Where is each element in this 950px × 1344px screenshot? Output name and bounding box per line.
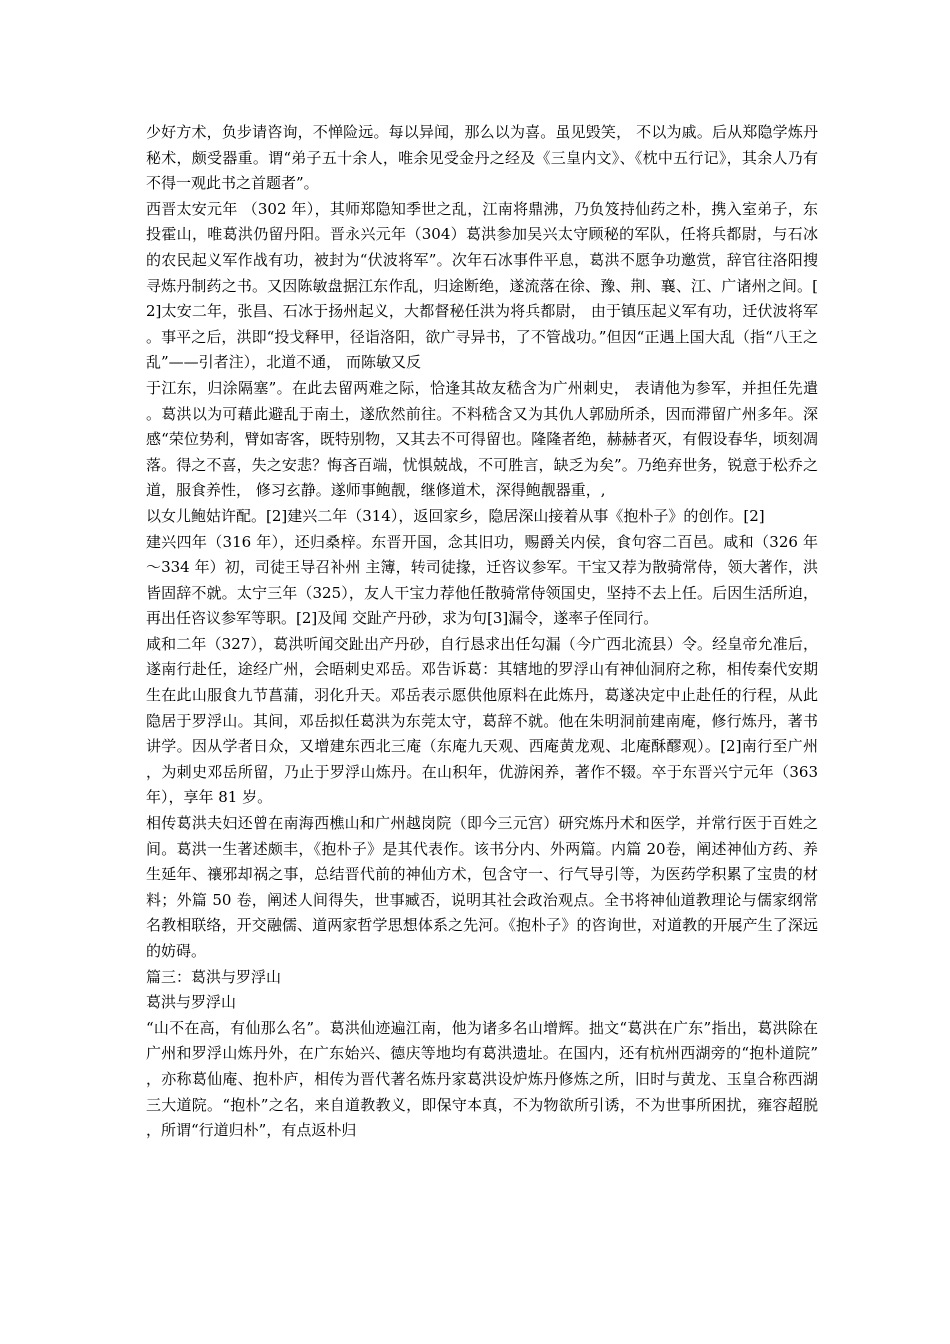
section-heading: 篇三：葛洪与罗浮山 bbox=[146, 967, 282, 986]
paragraph-2: 西晋太安元年 （302 年），其师郑隐知季世之乱，江南将鼎沸，乃负笈持仙药之朴，携入室弟子，东投霍山，唯葛洪仍留丹阳。晋永兴元年（304）葛洪参加吴兴太守顾秘的军队，任将兵都尉，与石冰的农民起义军作战有功，被封为“伏波将军”。次年石冰事件平息，葛洪不愿争功邀赏，辞官往洛阳搜寻炼丹制药之书。又因陈敏盘据江东作乱，归途断绝，遂流落在徐、豫、荆、襄、江、广诸州之间。[2]太安二年，张昌、石冰于扬州起义，大都督秘任洪为将兵都尉， 由于镇压起义军有功，迁伏波将军。事平之后，洪即“投戈释甲，径诣洛阳，欲广寻异书，了不管战功。”但因“正遇上国大乱（指“八王之乱”——引者注），北道不通， 而陈敏又反 bbox=[146, 199, 818, 372]
paragraph-5: 建兴四年（316 年），还归桑梓。东晋开国，念其旧功，赐爵关内侯，食句容二百邑。咸和（326 年～334 年）初，司徒王导召补州 主簿，转司徒掾，迁咨议参军。干宝又荐为散骑常侍，领大著作，洪皆固辞不就。太宁三年（325），友人干宝力荐他任散骑常侍领国史，坚持不去上任。后因生活所迫，再出任咨议参军等职。[2]及闻 交趾产丹砂，求为句[3]漏令，遂率子侄同行。 bbox=[146, 532, 818, 628]
article-title: 葛洪与罗浮山 bbox=[146, 993, 237, 1012]
paragraph-4: 以女儿鲍姑许配。[2]建兴二年（314），返回家乡，隐居深山接着从事《抱朴子》的创作。[2] bbox=[146, 506, 765, 525]
paragraph-6: 咸和二年（327），葛洪听闻交趾出产丹砂，自行恳求出任勾漏（今广西北流县）令。经皇帝允准后，遂南行赴任，途经广州，会晤刺史邓岳。邓告诉葛：其辖地的罗浮山有神仙洞府之称，相传秦代安期生在此山服食九节菖蒲，羽化升天。邓岳表示愿供他原料在此炼丹，葛遂决定中止赴任的行程，从此隐居于罗浮山。其间，邓岳拟任葛洪为东莞太守，葛辞不就。他在朱明洞前建南庵，修行炼丹，著书讲学。因从学者日众，又增建东西北三庵（东庵九天观、西庵黄龙观、北庵酥醪观）。[2]南行至广州，为刺史邓岳所留，乃止于罗浮山炼丹。在山积年，优游闲养，著作不辍。卒于东晋兴宁元年（363 年），享年 81 岁。 bbox=[146, 634, 818, 807]
paragraph-8: “山不在高，有仙那么名”。葛洪仙迹遍江南，他为诸多名山增辉。拙文“葛洪在广东”指出，葛洪除在广州和罗浮山炼丹外，在广东始兴、德庆等地均有葛洪遗址。在国内，还有杭州西湖旁的“抱朴道院”，亦称葛仙庵、抱朴庐，相传为晋代著名炼丹家葛洪设炉炼丹修炼之所，旧时与黄龙、玉皇合称西湖三大道院。“抱朴”之名，来自道教教义，即保守本真，不为物欲所引诱，不为世事所困扰，雍容超脱，所谓“行道归朴”，有点返朴归 bbox=[146, 1018, 818, 1140]
paragraph-3: 于江东，归涂隔塞”。在此去留两难之际，恰逢其故友嵇含为广州刺史， 表请他为参军，并担任先遣。葛洪以为可藉此避乱于南土，遂欣然前往。不料嵇含又为其仇人郭励所杀，因而滞留广州多年。深感“荣位势利，臂如寄客，既特别物，又其去不可得留也。隆隆者绝，赫赫者灭，有假设春华，顷刻凋落。得之不喜，失之安悲？悔吝百端，忧惧兢战，不可胜言，缺乏为矣”。乃绝弃世务，锐意于松乔之道，服食养性， 修习玄静。遂师事鲍靓，继修道术，深得鲍靓器重，, bbox=[146, 378, 818, 500]
document-page bbox=[146, 120, 818, 1144]
paragraph-1: 少好方术，负步请咨询，不惮险远。每以异闻，那么以为喜。虽见毁笑， 不以为戚。后从郑隐学炼丹秘术，颇受器重。谓“弟子五十余人，唯余见受金丹之经及《三皇内文》、《枕中五行记》，其余人乃有不得一观此书之首题者”。 bbox=[146, 123, 818, 193]
paragraph-7: 相传葛洪夫妇还曾在南海西樵山和广州越岗院（即今三元宫）研究炼丹术和医学，并常行医于百姓之间。葛洪一生著述颇丰，《抱朴子》是其代表作。该书分内、外两篇。内篇 20卷，阐述神仙方药、养生延年、禳邪却祸之事，总结晋代前的神仙方术，包含守一、行气导引等，为医药学积累了宝贵的材料；外篇 50 卷，阐述人间得失，世事臧否，说明其社会政治观点。全书将神仙道教理论与儒家纲常名教相联络，开交融儒、道两家哲学思想体系之先河。《抱朴子》的咨询世，对道教的开展产生了深远的妨碍。 bbox=[146, 814, 818, 960]
